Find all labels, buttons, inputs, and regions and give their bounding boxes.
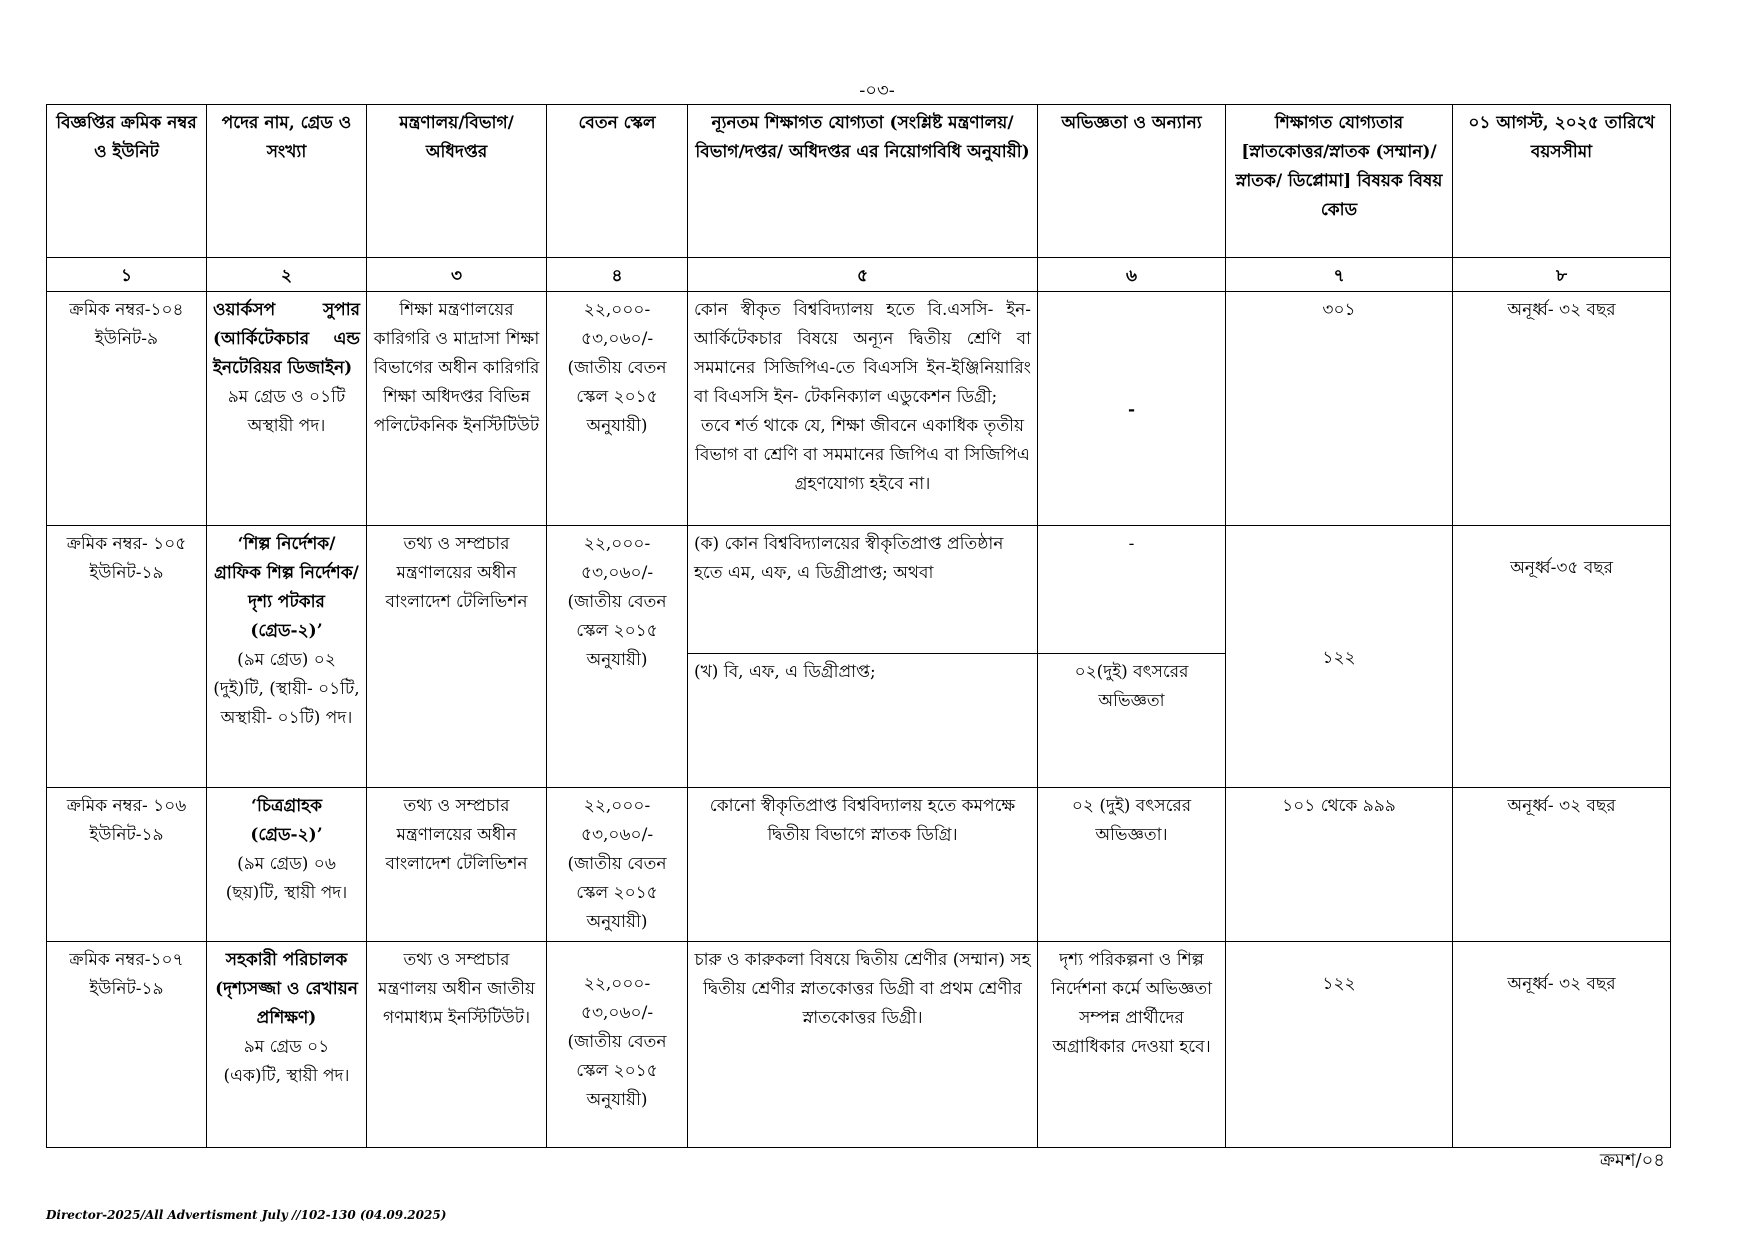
header-ministry: মন্ত্রণালয়/বিভাগ/ অধিদপ্তর xyxy=(367,105,547,258)
post-cell xyxy=(207,526,367,788)
table-row xyxy=(47,942,1671,1148)
post-detail: (৯ম গ্রেড) ০২ (দুই)টি, (স্থায়ী- ০১টি, অস্থায়ী- ০১টি) পদ। xyxy=(213,650,360,728)
post-detail: ৯ম গ্রেড ০১ (এক)টি, স্থায়ী পদ। xyxy=(223,1037,350,1086)
pay-scale-cell: ২২,০০০- ৫৩,০৬০/- (জাতীয় বেতন স্কেল ২০১৫ অনুযায়ী) xyxy=(547,788,688,942)
qualification-a-cell: (ক) কোন বিশ্ববিদ্যালয়ের স্বীকৃতিপ্রাপ্ত প্রতিষ্ঠান হতে এম, এফ, এ ডিগ্রীপ্রাপ্ত; অথবা xyxy=(688,526,1038,654)
qualification-b-cell: (খ) বি, এফ, এ ডিগ্রীপ্রাপ্ত; xyxy=(688,654,1038,788)
experience-cell: দৃশ্য পরিকল্পনা ও শিল্প নির্দেশনা কর্মে অভিজ্ঞতা সম্পন্ন প্রার্থীদের অগ্রাধিকার দেওয়া হবে। xyxy=(1038,942,1226,1148)
qualification-cell xyxy=(688,292,1038,526)
serial-cell: ক্রমিক নম্বর-১০৭ ইউনিট-১৯ xyxy=(47,942,207,1148)
ministry-cell: তথ্য ও সম্প্রচার মন্ত্রণালয়ের অধীন বাংলাদেশ টেলিভিশন xyxy=(367,788,547,942)
header-row xyxy=(47,105,1671,258)
header-experience: অভিজ্ঞতা ও অন্যান্য xyxy=(1038,105,1226,258)
serial-cell: ক্রমিক নম্বর-১০৪ ইউনিট-৯ xyxy=(47,292,207,526)
table-row xyxy=(47,526,1671,654)
ministry-cell: তথ্য ও সম্প্রচার মন্ত্রণালয় অধীন জাতীয় গণমাধ্যম ইনস্টিটিউট। xyxy=(367,942,547,1148)
header-qualification: ন্যূনতম শিক্ষাগত যোগ্যতা (সংশ্লিষ্ট মন্ত্রণালয়/বিভাগ/দপ্তর/ অধিদপ্তর এর নিয়োগবিধি অনুযায়ী) xyxy=(688,105,1038,258)
header-post: পদের নাম, গ্রেড ও সংখ্যা xyxy=(207,105,367,258)
table-row xyxy=(47,788,1671,942)
pay-scale-cell: ২২,০০০- ৫৩,০৬০/- (জাতীয় বেতন স্কেল ২০১৫ অনুযায়ী) xyxy=(547,526,688,788)
pay-scale-cell: ২২,০০০- ৫৩,০৬০/- (জাতীয় বেতন স্কেল ২০১৫ অনুযায়ী) xyxy=(547,292,688,526)
age-limit-cell: অনূর্ধ্ব- ৩২ বছর xyxy=(1453,788,1671,942)
qualification-note: তবে শর্ত থাকে যে, শিক্ষা জীবনে একাধিক তৃতীয় বিভাগ বা শ্রেণি বা সমমানের জিপিএ বা সিজিপিএ গ্রহণযোগ্য হইবে না। xyxy=(695,416,1030,494)
post-title: ‘চিত্রগ্রাহক (গ্রেড-২)’ xyxy=(250,796,323,845)
ministry-cell: শিক্ষা মন্ত্রণালয়ের কারিগরি ও মাদ্রাসা শিক্ষা বিভাগের অধীন কারিগরি শিক্ষা অধিদপ্তর বিভিন্ন পলিটেকনিক ইনস্টিটিউট xyxy=(367,292,547,526)
post-detail: ৯ম গ্রেড ও ০১টি অস্থায়ী পদ। xyxy=(227,387,346,436)
column-number: ৭ xyxy=(1226,258,1453,292)
header-serial: বিজ্ঞপ্তির ক্রমিক নম্বর ও ইউনিট xyxy=(47,105,207,258)
experience-cell: - xyxy=(1038,292,1226,526)
subject-code-cell: ১২২ xyxy=(1226,942,1453,1148)
post-title: ‘শিল্প নির্দেশক/ গ্রাফিক শিল্প নির্দেশক/দৃশ্য পটকার (গ্রেড-২)’ xyxy=(214,534,359,641)
header-subject-code: শিক্ষাগত যোগ্যতার [স্নাতকোত্তর/স্নাতক (সম্মান)/স্নাতক/ ডিপ্লোমা] বিষয়ক বিষয় কোড xyxy=(1226,105,1453,258)
footer-reference: Director-2025/All Advertisment July //102-130 (04.09.2025) xyxy=(46,1208,447,1222)
qualification-cell: চারু ও কারুকলা বিষয়ে দ্বিতীয় শ্রেণীর (সম্মান) সহ দ্বিতীয় শ্রেণীর স্নাতকোত্তর ডিগ্রী বা প্রথম শ্রেণীর স্নাতকোত্তর ডিগ্রী। xyxy=(688,942,1038,1148)
subject-code-cell: ৩০১ xyxy=(1226,292,1453,526)
qualification-text: কোন স্বীকৃত বিশ্ববিদ্যালয় হতে বি.এসসি- ইন-আর্কিটেকচার বিষয়ে অন্যূন দ্বিতীয় শ্রেণি বা সমমানের সিজিপিএ-তে বিএসসি ইন-ইঞ্জিনিয়ারিং বা বিএসসি ইন- টেকনিক্যাল এডুকেশন ডিগ্রী; xyxy=(694,300,1031,407)
column-number: ৫ xyxy=(688,258,1038,292)
post-title: সহকারী পরিচালক (দৃশ্যসজ্জা ও রেখায়ন প্রশিক্ষণ) xyxy=(215,950,358,1028)
age-limit-cell: অনূর্ধ্ব-৩৫ বছর xyxy=(1453,526,1671,788)
post-cell xyxy=(207,788,367,942)
subject-code-cell: ১২২ xyxy=(1226,526,1453,788)
pay-scale-cell: ২২,০০০- ৫৩,০৬০/- (জাতীয় বেতন স্কেল ২০১৫ অনুযায়ী) xyxy=(547,942,688,1148)
post-detail: (৯ম গ্রেড) ০৬ (ছয়)টি, স্থায়ী পদ। xyxy=(225,854,348,903)
header-age-limit: ০১ আগস্ট, ২০২৫ তারিখে বয়সসীমা xyxy=(1453,105,1671,258)
column-number-row xyxy=(47,258,1671,292)
age-limit-cell: অনূর্ধ্ব- ৩২ বছর xyxy=(1453,292,1671,526)
experience-cell: ০২ (দুই) বৎসরের অভিজ্ঞতা। xyxy=(1038,788,1226,942)
experience-b-cell: ০২(দুই) বৎসরের অভিজ্ঞতা xyxy=(1038,654,1226,788)
qualification-cell: কোনো স্বীকৃতিপ্রাপ্ত বিশ্ববিদ্যালয় হতে কমপক্ষে দ্বিতীয় বিভাগে স্নাতক ডিগ্রি। xyxy=(688,788,1038,942)
header-pay-scale: বেতন স্কেল xyxy=(547,105,688,258)
column-number: ৬ xyxy=(1038,258,1226,292)
recruitment-table xyxy=(46,104,1671,1148)
continued-label: ক্রমশ/০৪ xyxy=(1599,1150,1665,1171)
column-number: ৮ xyxy=(1453,258,1671,292)
column-number: ২ xyxy=(207,258,367,292)
column-number: ৩ xyxy=(367,258,547,292)
post-cell xyxy=(207,292,367,526)
table-row xyxy=(47,292,1671,526)
ministry-cell: তথ্য ও সম্প্রচার মন্ত্রণালয়ের অধীন বাংলাদেশ টেলিভিশন xyxy=(367,526,547,788)
column-number: ১ xyxy=(47,258,207,292)
post-cell xyxy=(207,942,367,1148)
experience-a-cell: - xyxy=(1038,526,1226,654)
serial-cell: ক্রমিক নম্বর- ১০৬ ইউনিট-১৯ xyxy=(47,788,207,942)
column-number: ৪ xyxy=(547,258,688,292)
subject-code-cell: ১০১ থেকে ৯৯৯ xyxy=(1226,788,1453,942)
age-limit-cell: অনূর্ধ্ব- ৩২ বছর xyxy=(1453,942,1671,1148)
post-title: ওয়ার্কসপ সুপার (আর্কিটেকচার এন্ড ইনটেরিয়র ডিজাইন) xyxy=(213,300,360,378)
serial-cell: ক্রমিক নম্বর- ১০৫ ইউনিট-১৯ xyxy=(47,526,207,788)
page-number: -০৩- xyxy=(859,80,895,101)
